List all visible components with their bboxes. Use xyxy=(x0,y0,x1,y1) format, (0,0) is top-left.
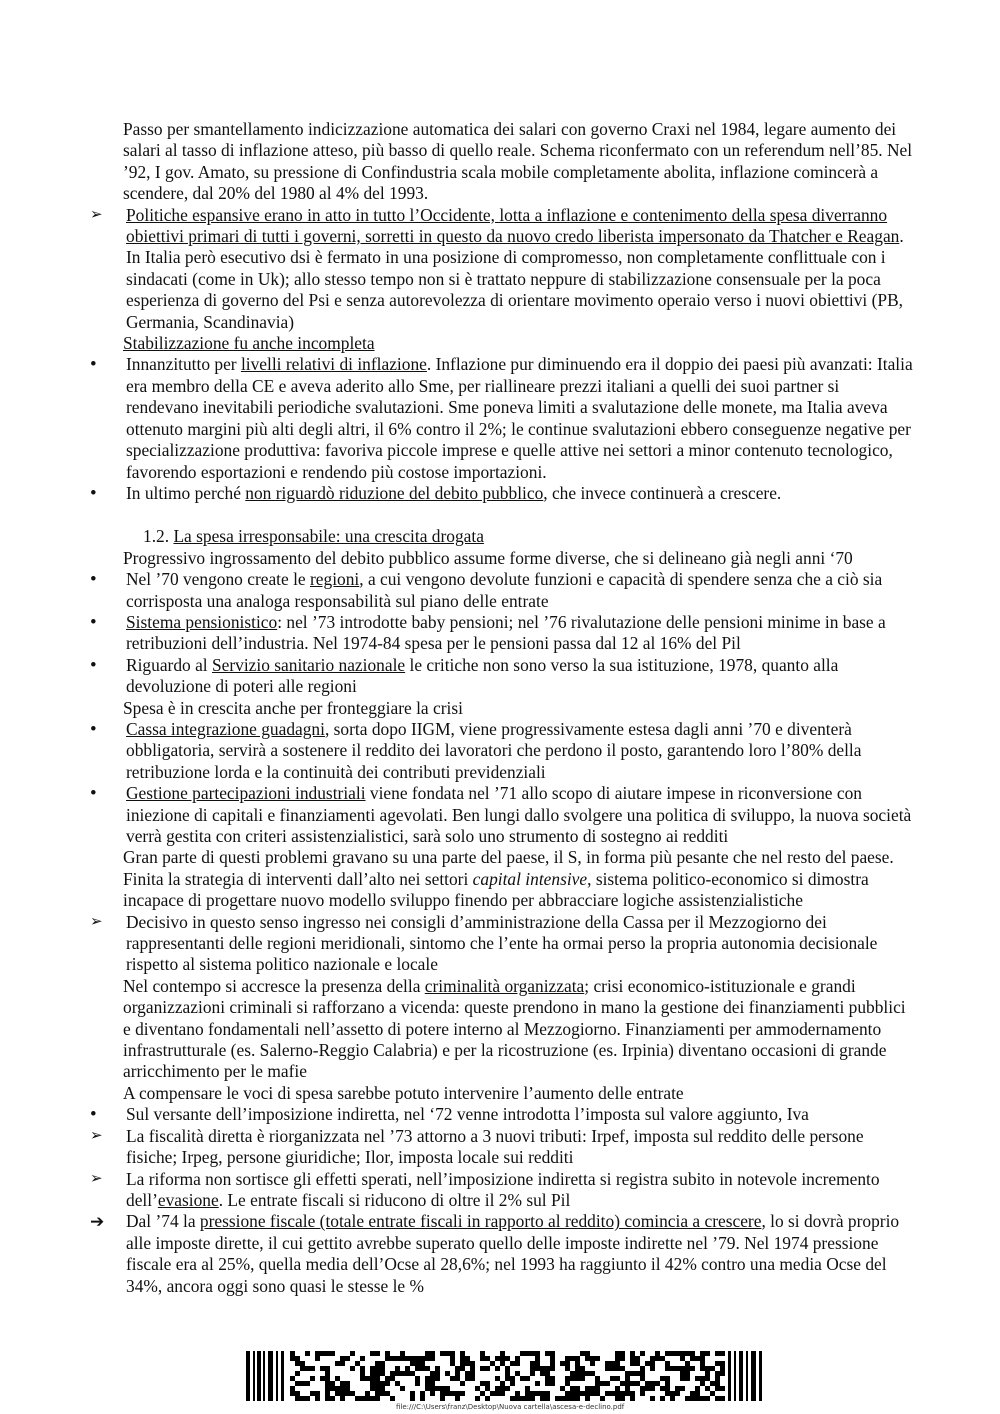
text-run: . Le entrate fiscali si riducono di oltre il 2% sul Pil xyxy=(218,1189,571,1210)
text-run: . Inflazione pur diminuendo era il doppio dei paesi più avanzati: Italia era membro della CE e aveva aderito allo Sme, per riallineare prezzi italiani a quelli dei suoi partner si rendevano inevitabili periodiche svalutazioni. Sme poneva limiti a svalutazione delle monete, ma Italia aveva ottenuto margini più alti degli altri, il 6% contro il 2%; le continue svalutazioni ebbero conseguenze negative per specializzazione produttiva: favoriva piccole imprese e quelle attive nei settori a minor contenuto tecnologico, favorendo esportazioni e rendendo più costose importazioni. xyxy=(126,354,913,482)
text-run: Sul versante dell’imposizione indiretta, nel ‘72 venne introdotta l’imposta sul valore aggiunto, Iva xyxy=(126,1104,809,1125)
underlined-text: Cassa integrazione guadagni xyxy=(126,718,325,739)
text-run: , sistema politico-economico si dimostra incapace di progettare nuovo modello sviluppo finendo per abbracciare logiche assistenzialistiche xyxy=(123,868,869,911)
paragraph xyxy=(123,976,913,1083)
underlined-text: Gestione partecipazioni industriali xyxy=(126,783,366,804)
file-path: file:///C:\Users\franz\Desktop\Nuova cartella\ascesa-e-declino.pdf xyxy=(396,1403,625,1411)
underlined-text: Servizio sanitario nazionale xyxy=(211,654,406,675)
bullet-item xyxy=(90,783,913,847)
underlined-text: pressione fiscale (totale entrate fiscali in rapporto al reddito) comincia a crescere xyxy=(199,1211,762,1232)
text-run: Riguardo al xyxy=(126,654,212,675)
arrowhead-bullet-icon: ➢ xyxy=(90,1127,103,1144)
text-run: Dal ’74 la xyxy=(126,1211,200,1232)
arrowhead-bullet-icon: ➢ xyxy=(90,1170,103,1187)
text-run: A compensare le voci di spesa sarebbe potuto intervenire l’aumento delle entrate xyxy=(123,1082,684,1103)
text-run: Innanzitutto per xyxy=(126,354,241,375)
arrowhead-item xyxy=(90,1125,913,1169)
bullet-icon: • xyxy=(90,1104,97,1126)
paragraph xyxy=(123,119,913,205)
underlined-text: regioni xyxy=(309,569,360,590)
text-run: . In Italia però esecutivo dsi è fermato in una posizione di compromesso, non completamente conflittuale con i sindacati (come in Uk); allo stesso tempo non si è trattato neppure di stabilizzazione consensuale per la poca esperienza di governo del Psi e senza autorevolezza di orientare movimento operaio verso i nuovi obiettivi (PB, Germania, Scandinavia) xyxy=(126,226,904,332)
paragraph xyxy=(123,548,913,569)
text-run: , sorta dopo IIGM, viene progressivamente estesa dagli anni ’70 e diventerà obbligatoria, servirà a sostenere il reddito dei lavoratori che perdono il posto, garantendo loro l’80% della retribuzione lorda e la continuità dei contributi previdenziali xyxy=(126,718,862,782)
text-run: In ultimo perché xyxy=(126,482,246,503)
bullet-icon: • xyxy=(90,718,97,740)
paragraph xyxy=(123,1083,913,1104)
bullet-item xyxy=(90,569,913,612)
text-run: Passo per smantellamento indicizzazione automatica dei salari con governo Craxi nel 1984, legare aumento dei salari al tasso di inflazione atteso, più basso di quello reale. Schema riconfermato con un referendum nell’85. Nel ’92, I gov. Amato, su pressione di Confindustria scala mobile completamente abolita, inflazione comincerà a scendere, dal 20% del 1980 al 4% del 1993. xyxy=(123,119,913,204)
bullet-item xyxy=(90,611,913,655)
text-run: Nel contempo si accresce la presenza della xyxy=(123,975,425,996)
section-heading xyxy=(143,526,913,547)
underlined-text: La spesa irresponsabile: una crescita drogata xyxy=(173,526,484,547)
right-arrow-icon: ➔ xyxy=(90,1212,105,1232)
text-run: viene fondata nel ’71 allo scopo di aiutare impese in riconversione con iniezione di capitali e finanziamenti agevolati. Ben lungi dallo svolgere una politica di sviluppo, la nuova società verrà gestita con criteri assistenzialistici, sarà solo uno strumento di sostegno ai redditi xyxy=(126,783,912,846)
underlined-text: Stabilizzazione fu anche incompleta xyxy=(123,333,375,354)
underlined-text: evasione xyxy=(157,1189,219,1210)
text-run: Decisivo in questo senso ingresso nei consigli d’amministrazione della Cassa per il Mezzogiorno dei rappresentanti delle regioni meridionali, sintomo che l’ente ha ormai perso la propria autonomia decisionale rispetto al sistema politico nazionale e locale xyxy=(126,911,878,975)
bullet-icon: • xyxy=(90,569,97,591)
text-run: La fiscalità diretta è riorganizzata nel ’73 attorno a 3 nuovi tributi: Irpef, imposta sul reddito delle persone fisiche; Irpeg, persone giuridiche; Ilor, imposta locale sui redditi xyxy=(126,1125,864,1168)
underlined-text: livelli relativi di inflazione xyxy=(240,354,427,375)
text-run: ; crisi economico-istituzionale e grandi organizzazioni criminali si rafforzano a vicenda: queste prendono in mano la gestione dei finanziamenti pubblici e diventano fondamentali nell’assetto di potere interno al Mezzogiorno. Finanziamenti per ammodernamento infrastrutturale (es. Salerno-Reggio Calabria) e per la ricostruzione (es. Irpinia) diventano occasioni di grande arricchimento per le mafie xyxy=(123,975,906,1082)
paragraph xyxy=(123,698,913,719)
bullet-item xyxy=(90,482,913,504)
underlined-text: Politiche espansive erano in atto in tutto l’Occidente, lotta a inflazione e contenimento della spesa diverranno obiettivi primari di tutti i governi, sorretti in questo da nuovo credo liberista impersonato da Thatcher e Reagan xyxy=(126,204,900,247)
arrowhead-bullet-icon: ➢ xyxy=(90,913,103,930)
text-run: , a cui vengono devolute funzioni e capacità di spendere senza che a ciò sia corrisposta una analoga responsabilità sul piano delle entrate xyxy=(126,569,883,611)
barcode-image xyxy=(246,1351,764,1401)
bullet-item xyxy=(90,718,913,783)
text-run: Gran parte di questi problemi gravano su una parte del paese, il S, in forma più pesante che nel resto del paese. Finita la strategia di interventi dall’alto nei settori xyxy=(123,847,894,889)
bullet-item xyxy=(90,1104,913,1126)
text-run: le critiche non sono verso la sua istituzione, 1978, quanto alla devoluzione di poteri alle regioni xyxy=(126,654,839,697)
italic-text: capital intensive xyxy=(472,868,588,889)
text-run: La riforma non sortisce gli effetti sperati, nell’imposizione indiretta si registra subito in notevole incremento dell’ xyxy=(126,1168,880,1210)
arrow-item xyxy=(90,1211,913,1297)
text-run: , lo si dovrà proprio alle imposte dirette, il cui gettito avrebbe superato quello delle imposte indirette nel ’79. Nel 1974 pressione fiscale era al 25%, quella media dell’Ocse al 28,6%; nel 1993 ha raggiunto il 42% contro una media Ocse del 34%, ancora oggi sono quasi le stesse le % xyxy=(126,1211,900,1296)
bullet-icon: • xyxy=(90,354,97,376)
bullet-icon: • xyxy=(90,654,97,676)
page-footer xyxy=(246,1351,764,1414)
bullet-item xyxy=(90,354,913,482)
underlined-text: criminalità organizzata xyxy=(424,975,585,996)
arrowhead-item xyxy=(90,911,913,976)
arrowhead-item xyxy=(90,1168,913,1212)
arrowhead-bullet-icon: ➢ xyxy=(90,206,103,223)
arrowhead-item xyxy=(90,204,913,333)
underlined-text: Sistema pensionistico xyxy=(126,611,278,632)
paragraph xyxy=(123,333,913,354)
bullet-icon: • xyxy=(90,482,97,504)
text-run: : nel ’73 introdotte baby pensioni; nel ’76 rivalutazione delle pensioni minime in base a retribuzioni dell’industria. Nel 1974-84 spesa per le pensioni passa dal 12 al 16% del Pil xyxy=(126,611,886,654)
paragraph xyxy=(123,847,913,911)
bullet-icon: • xyxy=(90,611,97,633)
bullet-item xyxy=(90,654,913,698)
text-run: Spesa è in crescita anche per fronteggiare la crisi xyxy=(123,697,463,718)
underlined-text: non riguardò riduzione del debito pubblico xyxy=(245,482,544,503)
bullet-icon: • xyxy=(90,783,97,805)
text-run: 1.2. xyxy=(143,526,174,547)
text-run: Nel ’70 vengono create le xyxy=(126,569,310,590)
text-run: , che invece continuerà a crescere. xyxy=(543,482,782,503)
document-body xyxy=(90,119,913,1297)
text-run: Progressivo ingrossamento del debito pubblico assume forme diverse, che si delineano già negli anni ‘70 xyxy=(123,547,853,568)
